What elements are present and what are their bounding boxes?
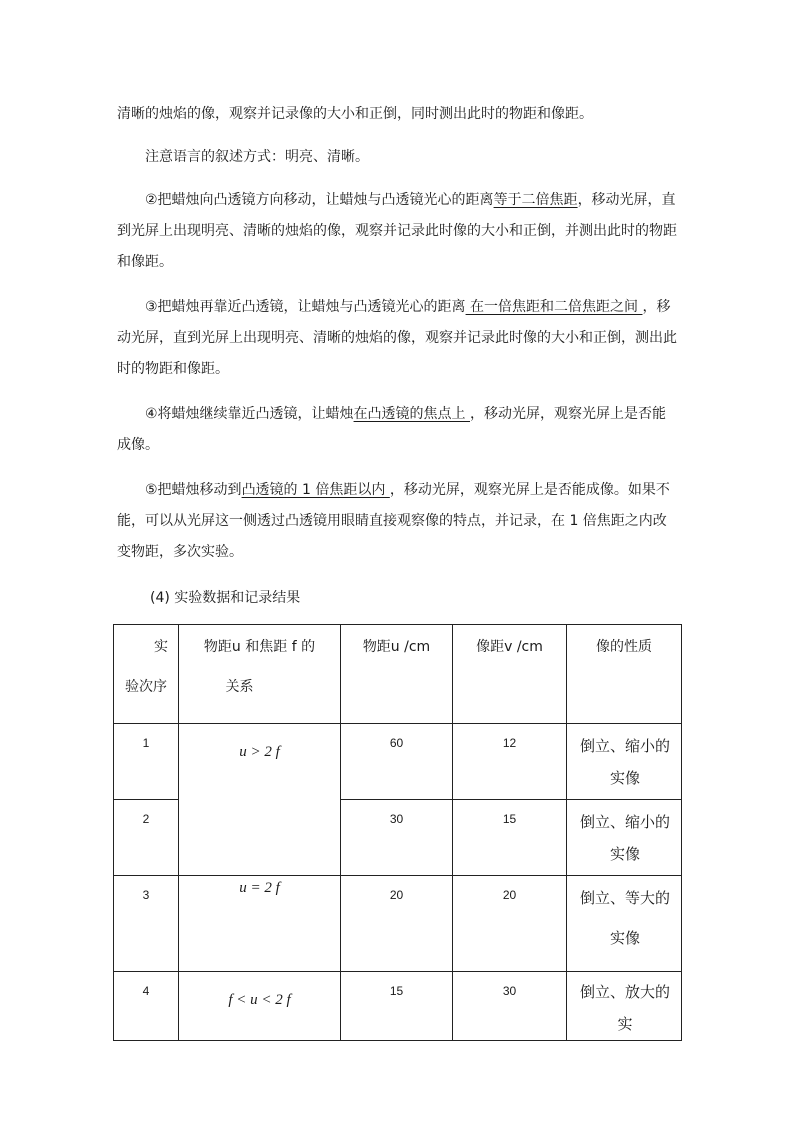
header-image-property: 像的性质 [567, 625, 682, 724]
header-object-distance: 物距u /cm [341, 625, 453, 724]
data-table [113, 624, 682, 1041]
header-trial: 实 验次序 [114, 625, 179, 724]
paragraph-step4: ④将蜡烛继续靠近凸透镜，让蜡烛在凸透镜的焦点上 ，移动光屏，观察光屏上是否能成像。 [117, 406, 667, 453]
paragraph-step1-end: 清晰的烛焰的像，观察并记录像的大小和正倒，同时测出此时的物距和像距。 [117, 106, 593, 122]
header-image-distance: 像距v /cm [453, 625, 567, 724]
paragraph-step2: ②把蜡烛向凸透镜方向移动，让蜡烛与凸透镜光心的距离等于二倍焦距，移动光屏，直到光屏上出现明亮、清晰的烛焰的像，观察并记录此时像的大小和正倒，并测出此时的物距和像距。 [117, 192, 677, 270]
paragraph-step3: ③把蜡烛再靠近凸透镜，让蜡烛与凸透镜光心的距离 在一倍焦距和二倍焦距之间 ，移动光屏，直到光屏上出现明亮、清晰的烛焰的像，观察并记录此时像的大小和正倒，测出此时的物距和像距。 [117, 299, 677, 377]
table-header-row [114, 625, 682, 724]
table-row: 4 f < u < 2 f 15 30 倒立、放大的实 [114, 972, 682, 1041]
header-relation: 物距u 和焦距 f 的 关系 [179, 625, 341, 724]
paragraph-note: 注意语言的叙述方式：明亮、清晰。 [145, 149, 369, 165]
relation-cell: u = 2 f [239, 880, 280, 896]
table-row: 1 u > 2 f 60 12 倒立、缩小的实像 [114, 724, 682, 800]
table-row: 3 u = 2 f 20 20 倒立、等大的实像 [114, 876, 682, 972]
answer-blank-3: 在一倍焦距和二倍焦距之间 [465, 299, 643, 315]
answer-blank-5: 凸透镜的 1 倍焦距以内 [241, 482, 390, 498]
table-row: 2 30 15 倒立、缩小的实像 [114, 800, 682, 876]
relation-cell: f < u < 2 f [228, 992, 291, 1008]
relation-cell: u > 2 f [239, 744, 280, 760]
answer-blank-4: 在凸透镜的焦点上 [353, 406, 471, 422]
table-caption: (4) 实验数据和记录结果 [150, 590, 301, 606]
answer-blank-2: 等于二倍焦距 [493, 192, 578, 208]
paragraph-step5: ⑤把蜡烛移动到凸透镜的 1 倍焦距以内 ，移动光屏，观察光屏上是否能成像。如果不能，可以从光屏这一侧透过凸透镜用眼睛直接观察像的特点，并记录，在 1 倍焦距之内改变物距，多次实验。 [117, 482, 670, 560]
